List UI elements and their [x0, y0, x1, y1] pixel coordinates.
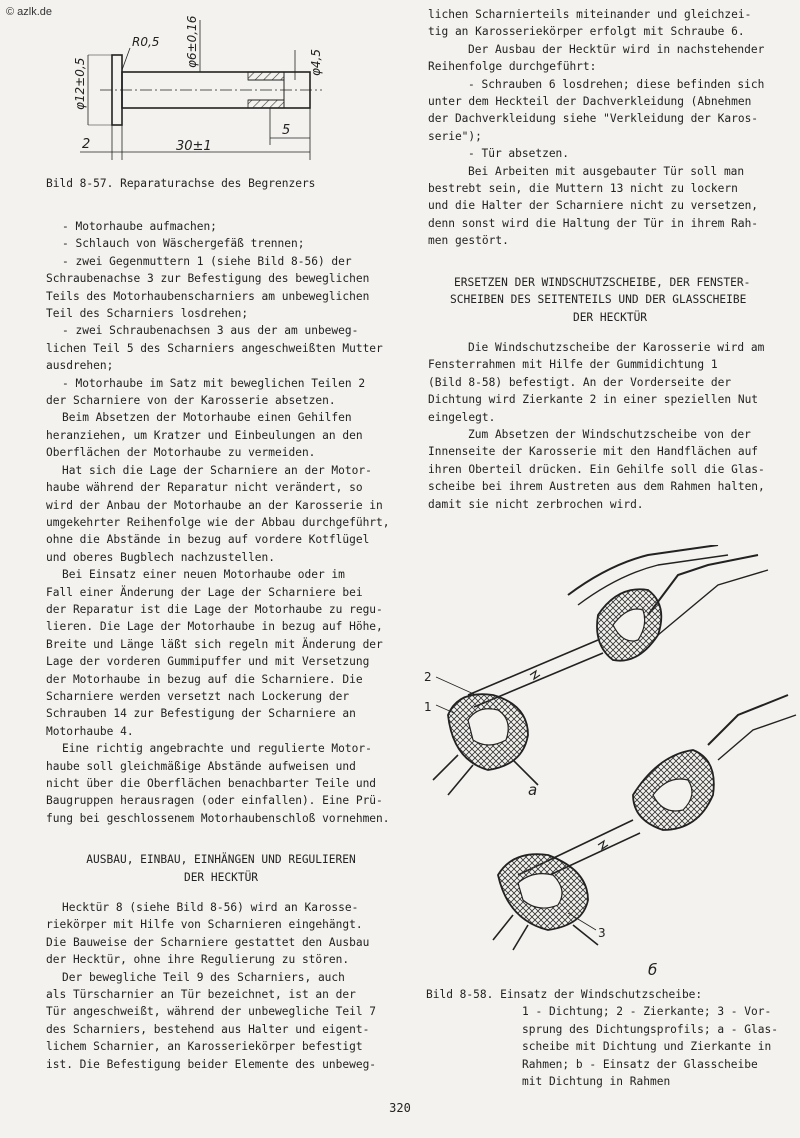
paragraph-line: Schraubenachse 3 zur Befestigung des beweglichen: [46, 272, 370, 286]
dim-len-head: 2: [82, 137, 91, 152]
caption-line: Bild 8-58. Einsatz der Windschutzscheibe:: [426, 988, 703, 1001]
paragraph-line: wird der Anbau der Motorhaube an der Karosserie in: [46, 498, 383, 512]
paragraph-line: umgekehrter Reihenfolge wie der Abbau durchgeführt,: [46, 515, 390, 529]
label-a: a: [528, 781, 538, 799]
paragraph-line: Fall einer Änderung der Lage der Scharniere bei: [46, 585, 363, 599]
paragraph-line: Lage der vorderen Gummipuffer und mit Versetzung: [46, 655, 370, 669]
callout-1: 1: [424, 700, 432, 714]
figure-8-58-illustration: [418, 545, 798, 980]
callout-3: 3: [598, 926, 606, 940]
paragraph-line: Bei Arbeiten mit ausgebauter Tür soll man: [468, 164, 745, 178]
label-b: б: [648, 961, 658, 979]
paragraph-line: haube soll gleichmäßige Abstände aufweisen und: [46, 759, 356, 773]
paragraph-line: lichem Scharnier, an Karosseriekörper befestigt: [46, 1040, 363, 1054]
paragraph-line: der Dachverkleidung siehe "Verkleidung der Karos-: [428, 112, 759, 126]
paragraph-line: - zwei Gegenmuttern 1 (siehe Bild 8-56) der: [62, 254, 352, 268]
paragraph-line: Bei Einsatz einer neuen Motorhaube oder im: [62, 568, 345, 582]
dim-dia-head: φ12±0,5: [73, 57, 87, 110]
figure-8-58-caption: [426, 986, 792, 1090]
figure-8-57-drawing: [70, 10, 340, 175]
paragraph-line: der Reparatur ist die Lage der Motorhaube zu regu-: [46, 602, 383, 616]
paragraph-line: unter dem Heckteil der Dachverkleidung (Abnehmen: [428, 95, 752, 109]
left-column: [46, 218, 396, 1073]
section-heading: SCHEIBEN DES SEITENTEILS UND DER GLASSCHEIBE: [450, 293, 747, 307]
paragraph-line: ist. Die Befestigung beider Elemente des unbeweg-: [46, 1057, 377, 1071]
paragraph-line: Die Bauweise der Scharniere gestattet den Ausbau: [46, 935, 370, 949]
paragraph-line: Innenseite der Karosserie mit den Handflächen auf: [428, 445, 759, 459]
section-heading: DER HECKTÜR: [183, 870, 259, 884]
paragraph-line: Der Ausbau der Hecktür wird in nachstehender: [468, 42, 765, 56]
paragraph-line: ausdrehen;: [46, 359, 114, 373]
paragraph-line: riekörper mit Hilfe von Scharnieren eingehängt.: [46, 918, 363, 932]
caption-line: sprung des Dichtungsprofils; a - Glas-: [522, 1022, 778, 1036]
paragraph-line: fung bei geschlossenem Motorhaubenschloß vornehmen.: [46, 811, 390, 825]
paragraph-line: und oberes Bugblech nachzustellen.: [46, 550, 276, 564]
paragraph-line: nicht über die Oberflächen benachbarter Teile und: [46, 777, 377, 790]
dim-radius: R0,5: [132, 35, 160, 49]
paragraph-line: - Schlauch von Wäschergefäß trennen;: [62, 237, 305, 251]
paragraph-line: des Scharniers, bestehend aus Halter und eigent-: [46, 1022, 370, 1036]
paragraph-line: Teil des Scharniers losdrehen;: [46, 307, 249, 321]
paragraph-line: haube während der Reparatur nicht verändert, so: [46, 481, 363, 495]
dim-len-bore: 5: [282, 123, 291, 138]
paragraph-line: lichen Scharnierteils miteinander und gleichzei-: [428, 8, 752, 21]
section-heading: AUSBAU, EINBAU, EINHÄNGEN UND REGULIEREN: [86, 853, 356, 867]
paragraph-line: - zwei Schraubenachsen 3 aus der am unbeweg-: [62, 324, 359, 338]
paragraph-line: Fensterrahmen mit Hilfe der Gummidichtung 1: [428, 358, 718, 372]
caption-line: scheibe mit Dichtung und Zierkante in: [522, 1040, 772, 1054]
paragraph-line: denn sonst wird die Haltung der Tür in ihrem Rah-: [428, 216, 759, 230]
paragraph-line: Schrauben 14 zur Befestigung der Scharniere an: [46, 707, 356, 721]
paragraph-line: Zum Absetzen der Windschutzscheibe von der: [468, 427, 751, 441]
paragraph-line: Dichtung wird Zierkante 2 in einer speziellen Nut: [428, 393, 759, 407]
paragraph-line: ihren Oberteil drücken. Ein Gehilfe soll die Glas-: [428, 462, 765, 476]
watermark: © azlk.de: [6, 6, 53, 18]
paragraph-line: Motorhaube 4.: [46, 724, 134, 738]
paragraph-line: Scharniere werden versetzt nach Lockerung der: [46, 689, 350, 703]
paragraph-line: und die Halter der Scharniere nicht zu versetzen,: [428, 199, 759, 213]
paragraph-line: heranziehen, um Kratzer und Einbeulungen an den: [46, 428, 363, 442]
figure-8-57-caption: Bild 8-57. Reparaturachse des Begrenzers: [46, 177, 316, 190]
paragraph-line: tig an Karosseriekörper erfolgt mit Schraube 6.: [428, 25, 745, 39]
paragraph-line: Teils des Motorhaubenscharniers am unbeweglichen: [46, 289, 370, 303]
paragraph-line: lichen Teil 5 des Scharniers angeschweißten Mutter: [46, 341, 383, 355]
paragraph-line: als Türscharnier an Tür bezeichnet, ist an der: [46, 988, 356, 1002]
paragraph-line: Breite und Länge läßt sich regeln mit Änderung der: [46, 637, 383, 651]
paragraph-line: Baugruppen herausragen (oder einfallen). Eine Prü-: [46, 794, 383, 808]
paragraph-line: Reihenfolge durchgeführt:: [428, 60, 597, 74]
caption-line: 1 - Dichtung; 2 - Zierkante; 3 - Vor-: [522, 1005, 772, 1019]
dim-len-total: 30±1: [176, 139, 212, 154]
paragraph-line: damit sie nicht zerbrochen wird.: [428, 497, 644, 511]
section-heading: DER HECKTÜR: [572, 310, 648, 324]
paragraph-line: serie");: [428, 129, 482, 143]
right-column: [428, 6, 792, 513]
paragraph-line: Die Windschutzscheibe der Karosserie wird am: [468, 340, 765, 354]
paragraph-line: Hat sich die Lage der Scharniere an der Motor-: [62, 463, 372, 477]
paragraph-line: ohne die Abstände in bezug auf vordere Kotflügel: [46, 533, 370, 547]
callout-2: 2: [424, 670, 432, 684]
dim-dia-shaft: φ6±0,16: [185, 15, 199, 68]
paragraph-line: - Tür absetzen.: [468, 147, 570, 161]
page-number: 320: [389, 1101, 411, 1115]
paragraph-line: Tür angeschweißt, während der unbewegliche Teil 7: [46, 1005, 377, 1019]
paragraph-line: - Schrauben 6 losdrehen; diese befinden sich: [468, 77, 765, 91]
paragraph-line: Beim Absetzen der Motorhaube einen Gehilfen: [62, 411, 352, 425]
caption-line: Rahmen; b - Einsatz der Glasscheibe: [522, 1057, 758, 1071]
paragraph-line: bestrebt sein, die Muttern 13 nicht zu lockern: [428, 182, 738, 196]
paragraph-line: - Motorhaube im Satz mit beweglichen Teilen 2: [62, 376, 366, 390]
paragraph-line: eingelegt.: [428, 410, 496, 424]
paragraph-line: Hecktür 8 (siehe Bild 8-56) wird an Karosse-: [62, 901, 359, 915]
paragraph-line: lieren. Die Lage der Motorhaube in bezug auf Höhe,: [46, 620, 383, 634]
caption-line: mit Dichtung in Rahmen: [522, 1075, 671, 1089]
paragraph-line: Der bewegliche Teil 9 des Scharniers, auch: [62, 970, 345, 984]
paragraph-line: Eine richtig angebrachte und regulierte Motor-: [62, 742, 372, 756]
dim-dia-bore: φ4,5: [309, 49, 323, 76]
paragraph-line: - Motorhaube aufmachen;: [62, 220, 217, 233]
section-heading: ERSETZEN DER WINDSCHUTZSCHEIBE, DER FENSTER-: [454, 275, 751, 289]
paragraph-line: Oberflächen der Motorhaube zu vermeiden.: [46, 446, 316, 460]
paragraph-line: der Scharniere von der Karosserie absetzen.: [46, 394, 336, 408]
paragraph-line: scheibe bei ihrem Austreten aus dem Rahmen halten,: [428, 480, 765, 494]
paragraph-line: der Motorhaube in bezug auf die Scharniere. Die: [46, 672, 363, 686]
paragraph-line: men gestört.: [428, 234, 509, 248]
paragraph-line: (Bild 8-58) befestigt. An der Vorderseite der: [428, 375, 732, 389]
paragraph-line: der Hecktür, ohne ihre Regulierung zu stören.: [46, 953, 350, 967]
